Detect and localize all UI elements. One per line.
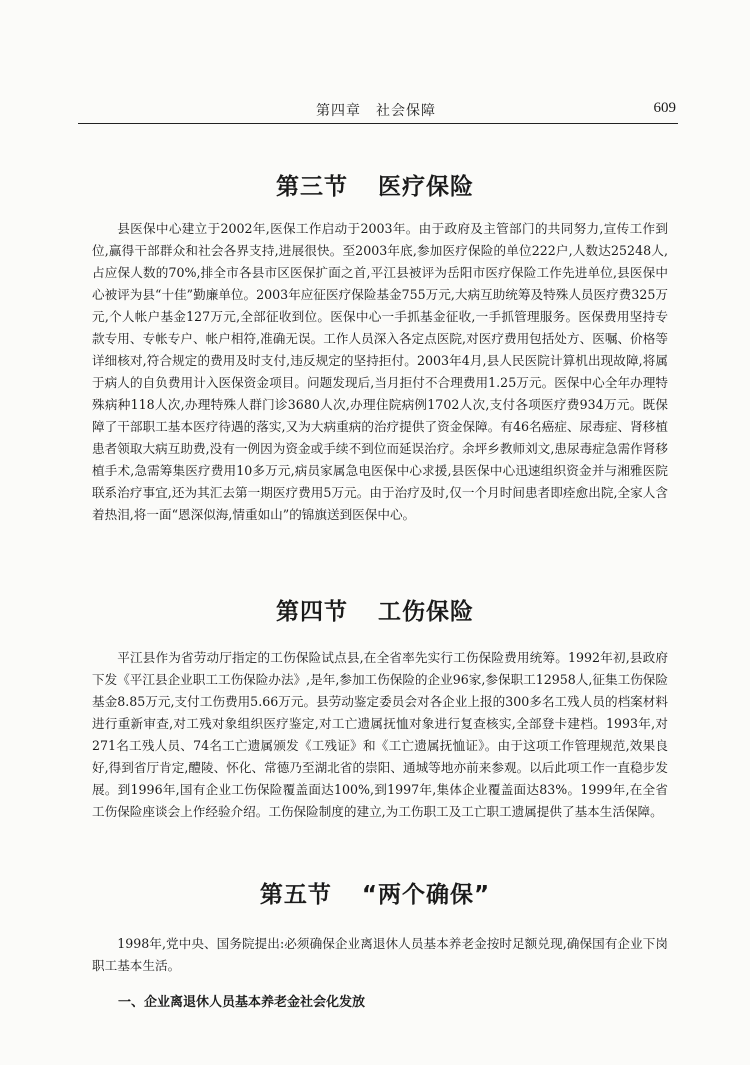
header-rule (78, 123, 678, 124)
section-3-name: 医疗保险 (378, 174, 474, 200)
section-5-title (0, 876, 750, 909)
chapter-title: 第四章 社会保障 (316, 103, 436, 119)
section-4-paragraph: 平江县作为省劳动厅指定的工伤保险试点县,在全省率先实行工伤保险费用统筹。1992年初,县政府下发《平江县企业职工工伤保险办法》,是年,参加工伤保险的企业96家,参保职工12958人,征集工伤保险基金8.85万元,支付工伤费用5.66万元。县劳动鉴定委员会对各企业上报的300多名工残人员的档案材料进行重新审查,对工残对象组织医疗鉴定,对工亡遗属抚恤对象进行复查核实,全部登卡建档。1993年,对271名工残人员、74名工亡遗属颁发《工残证》和《工亡遗属抚恤证》。由于这项工作管理规范,效果良好,得到省厅肯定,醴陵、怀化、常德乃至湖北省的崇阳、通城等地亦前来参观。以后此项工作一直稳步发展。到1996年,国有企业工伤保险覆盖面达100%,到1997年,集体企业覆盖面达83%。1999年,在全省工伤保险座谈会上作经验介绍。工伤保险制度的建立,为工伤职工及工亡职工遗属提供了基本生活保障。 (92, 650, 668, 819)
section-3-paragraph: 县医保中心建立于2002年,医保工作启动于2003年。由于政府及主管部门的共同努力,宣传工作到位,赢得干部群众和社会各界支持,进展很快。至2003年底,参加医疗保险的单位222户,人数达25248人,占应保人数的70%,排全市各县市区医保扩面之首,平江县被评为岳阳市医疗保险工作先进单位,县医保中心被评为县“十佳”勤廉单位。2003年应征医疗保险基金755万元,大病互助统筹及特殊人员医疗费325万元,个人帐户基金127万元,全部征收到位。医保中心一手抓基金征收,一手抓管理服务。医保费用坚持专款专用、专帐专户、帐户相符,准确无误。工作人员深入各定点医院,对医疗费用包括处方、医嘱、价格等详细核对,符合规定的费用及时支付,违反规定的坚持拒付。2003年4月,县人民医院计算机出现故障,将属于病人的自负费用计入医保资金项目。问题发现后,当月拒付不合理费用1.25万元。医保中心全年办理特殊病种118人次,办理特殊人群门诊3680人次,办理住院病例1702人次,支付各项医疗费934万元。既保障了干部职工基本医疗待遇的落实,又为大病重病的治疗提供了资金保障。有46名癌症、尿毒症、肾移植患者领取大病互助费,没有一例因为资金或手续不到位而延误治疗。余坪乡教师刘文,患尿毒症急需作肾移植手术,急需筹集医疗费用10多万元,病员家属急电医保中心求援,县医保中心迅速组织资金并与湘雅医院联系治疗事宜,还为其汇去第一期医疗费用5万元。由于治疗及时,仅一个月时间患者即痊愈出院,全家人含着热泪,将一面“恩深似海,情重如山”的锦旗送到医保中心。 (92, 221, 668, 522)
section-5-name: “两个确保” (361, 882, 491, 908)
section-5-subheading: 一、企业离退休人员基本养老金社会化发放 (118, 995, 366, 1010)
section-4-title (0, 593, 750, 626)
page-number: 609 (653, 100, 676, 116)
section-4-name: 工伤保险 (378, 599, 474, 625)
section-3-title (0, 168, 750, 201)
section-5-number: 第五节 (259, 882, 332, 908)
running-header (78, 94, 678, 124)
section-5-paragraph: 1998年,党中央、国务院提出:必须确保企业离退休人员基本养老金按时足额兑现,确保国有企业下岗职工基本生活。 (92, 936, 668, 973)
section-3-number: 第三节 (276, 174, 348, 200)
section-4-number: 第四节 (276, 599, 348, 625)
